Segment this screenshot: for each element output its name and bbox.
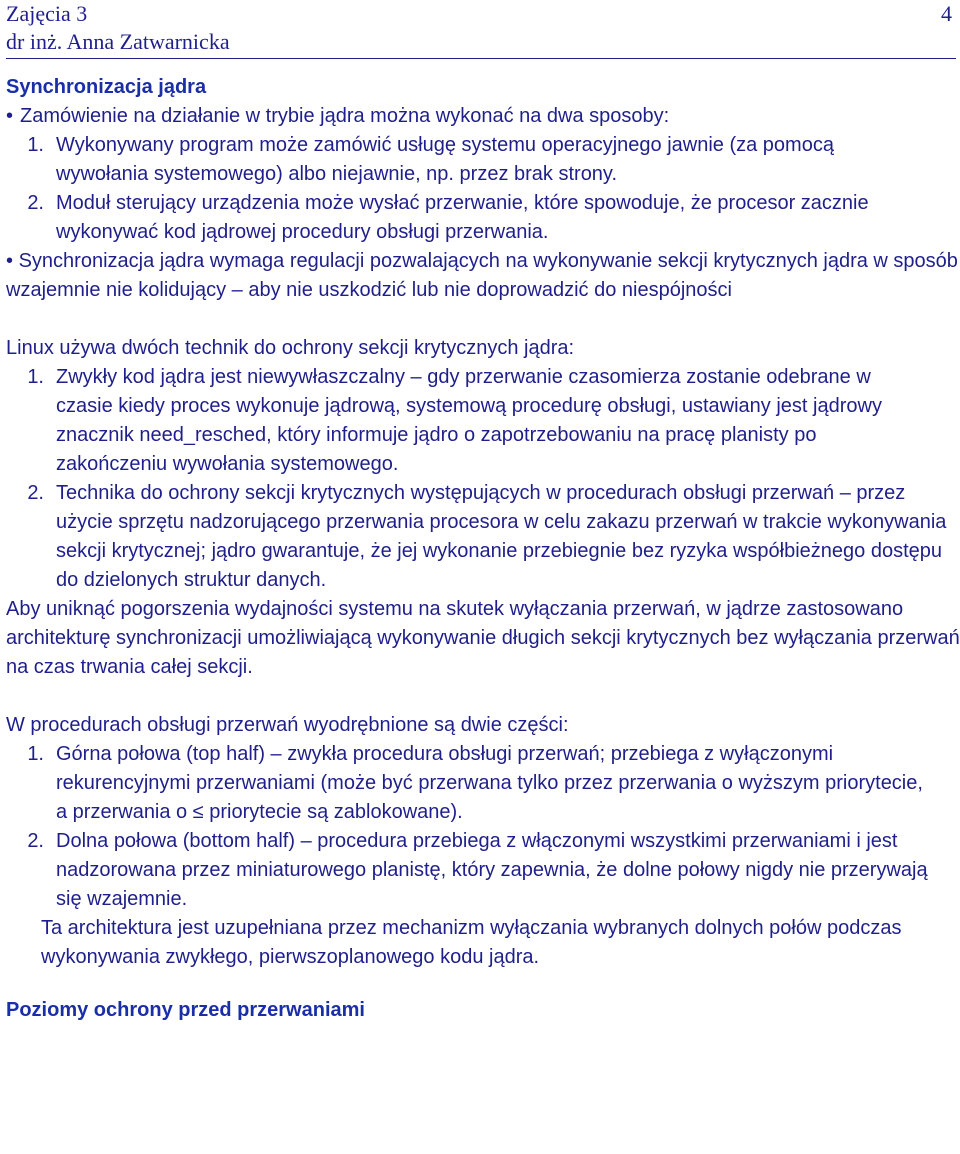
header-divider xyxy=(6,58,956,59)
architecture-paragraph: Ta architektura jest uzupełniana przez mechanizm wyłączania wybranych dolnych połów podczas wykonywania zwykłego, pierwszoplanowego kodu jądra. xyxy=(41,917,902,968)
item-text: Wykonywany program może zamówić usługę systemu operacyjnego jawnie (za pomocą wywołania systemowego) albo niejawnie, np. przez brak strony. xyxy=(56,134,834,185)
section-heading-levels: Poziomy ochrony przed przerwaniami xyxy=(6,999,365,1021)
item-text: Górna połowa (top half) – zwykła procedura obsługi przerwań; przebiega z wyłączonymi rekurencyjnymi przerwaniami (może być przerwana tylko przez przerwania o wyższym priorytecie, a przerwania o ≤ priorytecie są zablokowane). xyxy=(56,743,923,823)
item-number: 1. xyxy=(27,134,44,156)
item-number: 1. xyxy=(27,743,44,765)
course-title: Zajęcia 3 xyxy=(6,1,88,26)
bullet-glyph: • xyxy=(6,250,14,272)
page-number: 4 xyxy=(941,1,952,26)
bullet-text: Zamówienie na działanie w trybie jądra można wykonać na dwa sposoby: xyxy=(20,105,670,127)
numbered-item xyxy=(6,827,960,914)
bullet-item xyxy=(6,102,960,131)
parts-intro: W procedurach obsługi przerwań wyodrębnione są dwie części: xyxy=(6,714,569,736)
item-text: Moduł sterujący urządzenia może wysłać przerwanie, które spowoduje, że procesor zacznie wykonywać kod jądrowej procedury obsługi przerwania. xyxy=(56,192,869,243)
bullet-glyph: • xyxy=(6,105,14,127)
item-number: 2. xyxy=(27,830,44,852)
numbered-item xyxy=(6,479,960,595)
author-name: dr inż. Anna Zatwarnicka xyxy=(6,29,230,54)
linux-intro: Linux używa dwóch technik do ochrony sekcji krytycznych jądra: xyxy=(6,337,575,359)
numbered-item xyxy=(6,740,960,827)
item-number: 1. xyxy=(27,366,44,388)
numbered-item xyxy=(6,131,960,189)
item-text: Zwykły kod jądra jest niewywłaszczalny – gdy przerwanie czasomierza zostanie odebrane w czasie kiedy proces wykonuje jądrową, systemową procedurę obsługi, ustawiany jest jądrowy znacznik need_resched, który informuje jądro o zapotrzebowaniu na pracę planisty po zakończeniu wywołania systemowego. xyxy=(56,366,882,475)
item-text: Technika do ochrony sekcji krytycznych występujących w procedurach obsługi przerwań – przez użycie sprzętu nadzorującego przerwania procesora w celu zakazu przerwań w trakcie wykonywania sekcji krytycznej; jądro gwarantuje, że jej wykonanie przebiegnie bez ryzyka współbieżnego dostępu do dzielonych struktur danych. xyxy=(56,482,947,591)
page-header xyxy=(6,0,230,56)
bullet-paragraph xyxy=(6,247,960,305)
item-text: Dolna połowa (bottom half) – procedura przebiega z włączonymi wszystkimi przerwaniami i jest nadzorowana przez miniaturowego planistę, który zapewnia, że dolne połowy nigdy nie przerywają się wzajemnie. xyxy=(56,830,928,910)
numbered-item xyxy=(6,363,960,479)
item-number: 2. xyxy=(27,192,44,214)
document-body xyxy=(6,73,960,1025)
bullet-text: Synchronizacja jądra wymaga regulacji pozwalających na wykonywanie sekcji krytycznych jądra w sposób wzajemnie nie kolidujący – aby nie uszkodzić lub nie doprowadzić do niespójności xyxy=(6,250,958,301)
section-heading-sync: Synchronizacja jądra xyxy=(6,76,207,98)
avoid-paragraph: Aby uniknąć pogorszenia wydajności systemu na skutek wyłączania przerwań, w jądrze zastosowano architekturę synchronizacji umożliwiającą wykonywanie długich sekcji krytycznych bez wyłączania przerwań na czas trwania całej sekcji. xyxy=(6,598,960,678)
item-number: 2. xyxy=(27,482,44,504)
numbered-item xyxy=(6,189,960,247)
